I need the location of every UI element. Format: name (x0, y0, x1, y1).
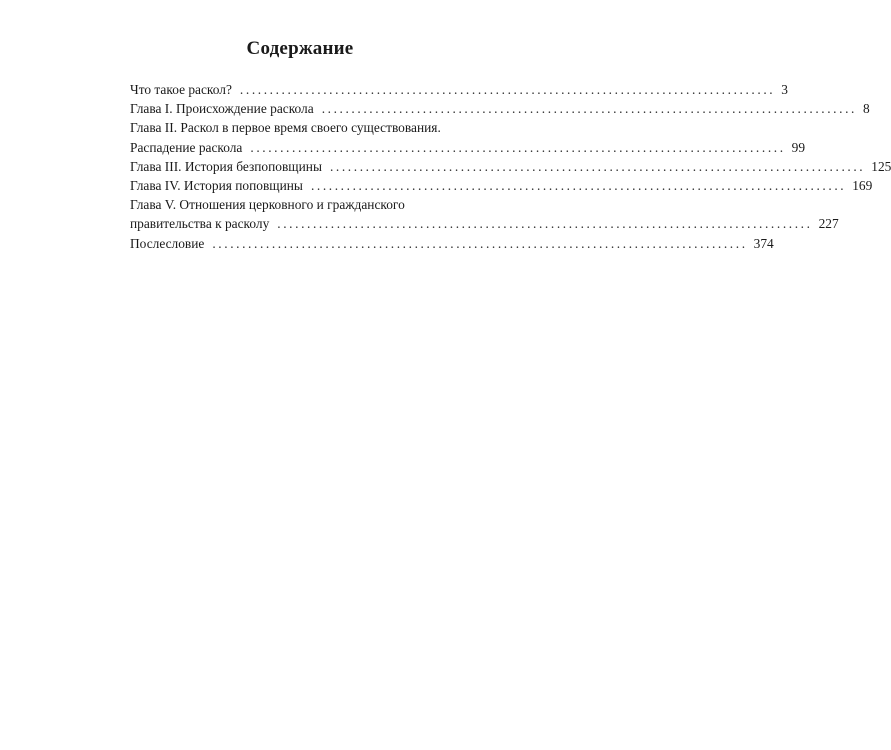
toc-page-number: 99 (791, 139, 806, 155)
toc-entry[interactable] (130, 157, 891, 176)
toc-entry-title: Послесловие (130, 235, 205, 251)
toc-entry[interactable] (130, 118, 806, 156)
toc-entry[interactable] (130, 234, 774, 253)
toc-page-number: 169 (852, 178, 873, 194)
toc-page-number: 8 (862, 101, 870, 117)
toc-entry-title: Глава I. Происхождение раскола (130, 101, 314, 117)
page-title: Содержание (246, 38, 354, 59)
toc-page-number: 125 (871, 158, 891, 174)
toc-entry-title: Глава III. История безпоповщины (130, 158, 322, 174)
leader-dots: .......................................................................................... (277, 216, 813, 232)
toc-entry-title: правительства к расколу (130, 216, 270, 232)
leader-dots: .......................................................................................... (329, 158, 866, 174)
toc-entry[interactable] (130, 176, 873, 195)
leader-dots: .......................................................................................... (239, 82, 776, 97)
toc-entry-title: Распадение раскола (130, 139, 243, 155)
toc-page-number: 374 (753, 235, 774, 251)
toc-line (130, 214, 839, 233)
toc-line (130, 99, 870, 118)
toc-entry-title-line1: Глава II. Раскол в первое время своего существования. (130, 120, 441, 136)
leader-dots: .......................................................................................... (310, 178, 847, 194)
toc-line (130, 138, 806, 157)
toc-entry-title-line1: Глава V. Отношения церковного и гражданского (130, 197, 405, 213)
toc-entry[interactable] (130, 80, 788, 99)
toc-entry[interactable] (130, 99, 870, 118)
toc-line (130, 157, 891, 176)
toc-entry-title: Глава IV. История поповщины (130, 178, 303, 194)
toc-entry[interactable] (130, 195, 839, 233)
toc-line (130, 234, 774, 253)
table-of-contents (130, 80, 891, 253)
toc-page-number: 3 (781, 82, 788, 97)
leader-dots: .......................................................................................... (321, 101, 857, 117)
leader-dots: .......................................................................................... (250, 139, 786, 155)
toc-page-number: 227 (818, 216, 839, 232)
toc-line (130, 80, 788, 99)
toc-line (130, 176, 873, 195)
toc-entry-title: Что такое раскол? (130, 82, 232, 97)
leader-dots: .......................................................................................... (212, 235, 748, 251)
